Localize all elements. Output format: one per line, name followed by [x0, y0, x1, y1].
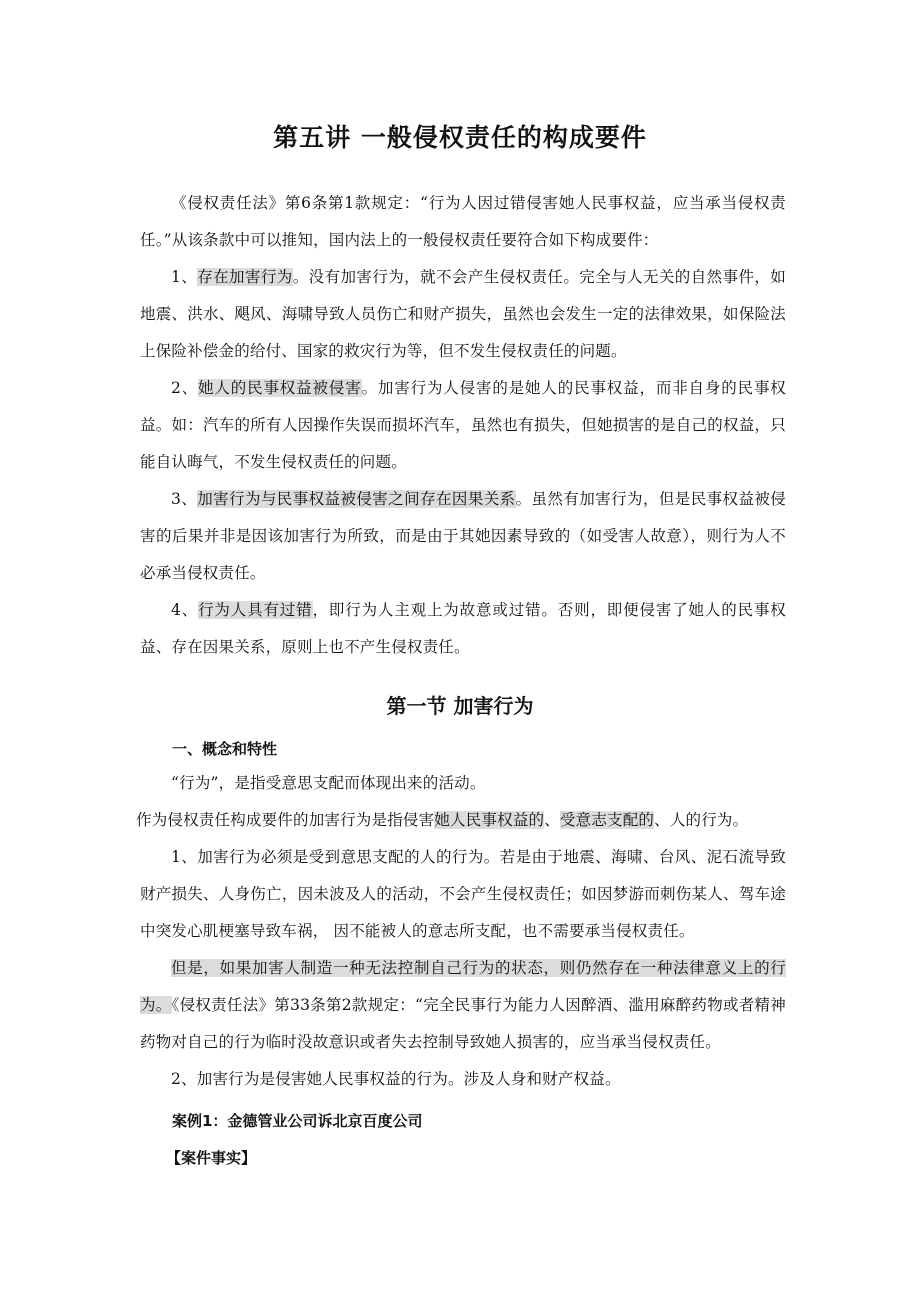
intro-text: 《侵权责任法》第6条第1款规定：“行为人因过错侵害她人民事权益，应当承当侵权责任。”从该条款中可以推知，国内法上的一般侵权责任要符合如下构成要件：: [140, 194, 786, 249]
element-4-highlight: 行为人具有过错: [198, 601, 313, 619]
point-2-text: 2、加害行为是侵害她人民事权益的行为。涉及人身和财产权益。: [171, 1070, 621, 1088]
element-2-number: 2、: [171, 379, 199, 397]
element-2-text: 。加害行为人侵害的是她人的民事权益，而非自身的民事权益。如：汽车的所有人因操作失误而损坏汽车，虽然也有损失，但她损害的是自己的权益，只能自认晦气，不发生侵权责任的问题。: [140, 379, 786, 471]
element-3-highlight: 加害行为与民事权益被侵害之间存在因果关系: [197, 490, 516, 508]
element-1-number: 1、: [171, 268, 198, 286]
definition-text-c: 、人的行为。: [654, 811, 749, 829]
element-2-paragraph: [140, 370, 786, 481]
element-2-highlight: 她人的民事权益被侵害: [198, 379, 362, 397]
lecture-title: 第五讲 一般侵权责任的构成要件: [273, 123, 647, 152]
definition-behavior: [140, 765, 786, 802]
point-1-text: 1、加害行为必须是受到意思支配的人的行为。若是由于地震、海啸、台风、泥石流导致财产损失、人身伤亡，因未波及人的活动，不会产生侵权责任；如因梦游而刺伤某人、驾车途中突发心肌梗塞导致车祸， 因不能被人的意志所支配，也不需要承当侵权责任。: [140, 848, 786, 940]
element-3-paragraph: [140, 481, 786, 592]
definition-highlight-2: 受意志支配的: [559, 811, 655, 829]
exception-paragraph: [140, 950, 786, 1061]
definition-behavior-text: “行为”，是指受意思支配而体现出来的活动。: [171, 774, 486, 792]
definition-highlight-1: 她人民事权益的: [434, 811, 545, 829]
definition-harmful-act: [136, 802, 782, 839]
definition-text-a: 作为侵权责任构成要件的加害行为是指侵害: [136, 811, 435, 829]
intro-paragraph: [140, 185, 786, 259]
definition-text-b: 、: [544, 811, 560, 829]
element-1-paragraph: [140, 259, 786, 370]
element-4-number: 4、: [171, 601, 199, 619]
element-3-text: 。虽然有加害行为，但是民事权益被侵害的后果并非是因该加害行为所致，而是由于其她因素导致的（如受害人故意），则行为人不必承当侵权责任。: [140, 490, 786, 582]
element-1-highlight: 存在加害行为: [197, 268, 293, 286]
case-facts-heading: 【案件事实】: [166, 1149, 257, 1167]
exception-highlight: 但是，如果加害人制造一种无法控制自己行为的状态，则仍然存在一种法律意义上的行为。: [140, 959, 786, 1014]
case-heading: 案例1：金德管业公司诉北京百度公司: [172, 1112, 423, 1130]
point-1-paragraph: [140, 839, 786, 950]
element-4-text: ，即行为人主观上为故意或过错。否则，即便侵害了她人的民事权益、存在因果关系，原则上也不产生侵权责任。: [140, 601, 786, 656]
subheading-concept: 一、概念和特性: [172, 740, 278, 758]
exception-text: 《侵权责任法》第33条第2款规定：“完全民事行为能力人因醉酒、滥用麻醉药物或者精神药物对自己的行为临时没故意识或者失去控制导致她人损害的，应当承当侵权责任。: [140, 996, 786, 1051]
section-heading: 第一节 加害行为: [386, 694, 534, 718]
point-2-paragraph: [140, 1061, 786, 1098]
element-4-paragraph: [140, 592, 786, 666]
element-3-number: 3、: [171, 490, 198, 508]
element-1-text: 。没有加害行为，就不会产生侵权责任。完全与人无关的自然事件，如地震、洪水、飓风、海啸导致人员伤亡和财产损失，虽然也会发生一定的法律效果，如保险法上保险补偿金的给付、国家的救灾行为等，但不发生侵权责任的问题。: [140, 268, 786, 360]
